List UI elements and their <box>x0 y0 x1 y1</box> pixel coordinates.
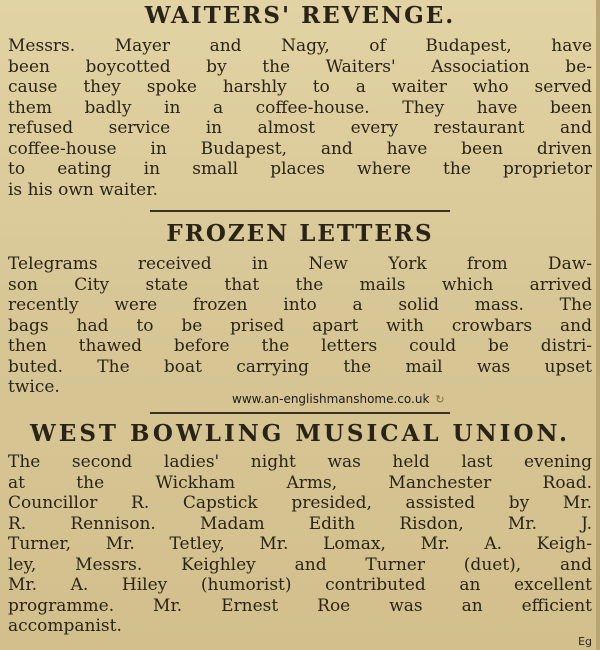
body-line: them badly in a coffee-house. They have been <box>8 97 592 118</box>
article-headline: WAITERS' REVENGE. <box>144 2 456 29</box>
clipping-edge <box>596 0 600 650</box>
article-headline: FROZEN LETTERS <box>166 220 434 247</box>
article-body <box>8 254 592 398</box>
article-west-bowling-musical-union <box>8 420 592 637</box>
body-line: bags had to be prised apart with crowbars and <box>8 315 592 336</box>
article-body <box>8 452 592 637</box>
article-body <box>8 36 592 200</box>
body-line: is his own waiter. <box>8 179 158 200</box>
body-line: Turner, Mr. Tetley, Mr. Lomax, Mr. A. Keigh- <box>8 534 592 554</box>
body-line: Telegrams received in New York from Daw- <box>8 254 592 274</box>
body-line: refused service in almost every restaurant and <box>8 118 592 138</box>
body-line: recently were frozen into a solid mass. The <box>8 295 592 315</box>
body-line: been boycotted by the Waiters' Association be- <box>8 56 592 77</box>
body-line: cause they spoke harshly to a waiter who served <box>8 77 592 97</box>
body-line: The second ladies' night was held last evening <box>8 452 592 472</box>
article-frozen-letters <box>8 220 592 398</box>
body-line: then thawed before the letters could be distri- <box>8 336 592 356</box>
body-line: buted. The boat carrying the mail was upset <box>8 356 592 377</box>
body-line: accompanist. <box>8 616 122 636</box>
body-line: Mr. A. Hiley (humorist) contributed an excellent <box>8 575 592 595</box>
body-line: R. Rennison. Madam Edith Risdon, Mr. J. <box>8 513 592 534</box>
article-waiters-revenge <box>8 2 592 200</box>
watermark-text: www.an-englishmanshome.co.uk <box>232 392 430 406</box>
body-line: son City state that the mails which arrived <box>8 274 592 295</box>
body-line: Messrs. Mayer and Nagy, of Budapest, have <box>8 36 592 56</box>
corner-mark: Eg <box>578 635 592 648</box>
body-line: Councillor R. Capstick presided, assisted by Mr. <box>8 493 592 513</box>
body-line: at the Wickham Arms, Manchester Road. <box>8 472 592 493</box>
column-rule <box>150 412 450 414</box>
body-line: coffee-house in Budapest, and have been driven <box>8 138 592 159</box>
swirl-icon: ↻ <box>435 393 445 406</box>
body-line: programme. Mr. Ernest Roe was an efficient <box>8 595 592 616</box>
website-watermark <box>232 392 445 406</box>
article-headline: WEST BOWLING MUSICAL UNION. <box>29 420 571 447</box>
column-rule <box>150 210 450 212</box>
body-line: ley, Messrs. Keighley and Turner (duet), and <box>8 554 592 575</box>
body-line: twice. <box>8 377 60 397</box>
body-line: to eating in small places where the proprietor <box>8 159 592 179</box>
